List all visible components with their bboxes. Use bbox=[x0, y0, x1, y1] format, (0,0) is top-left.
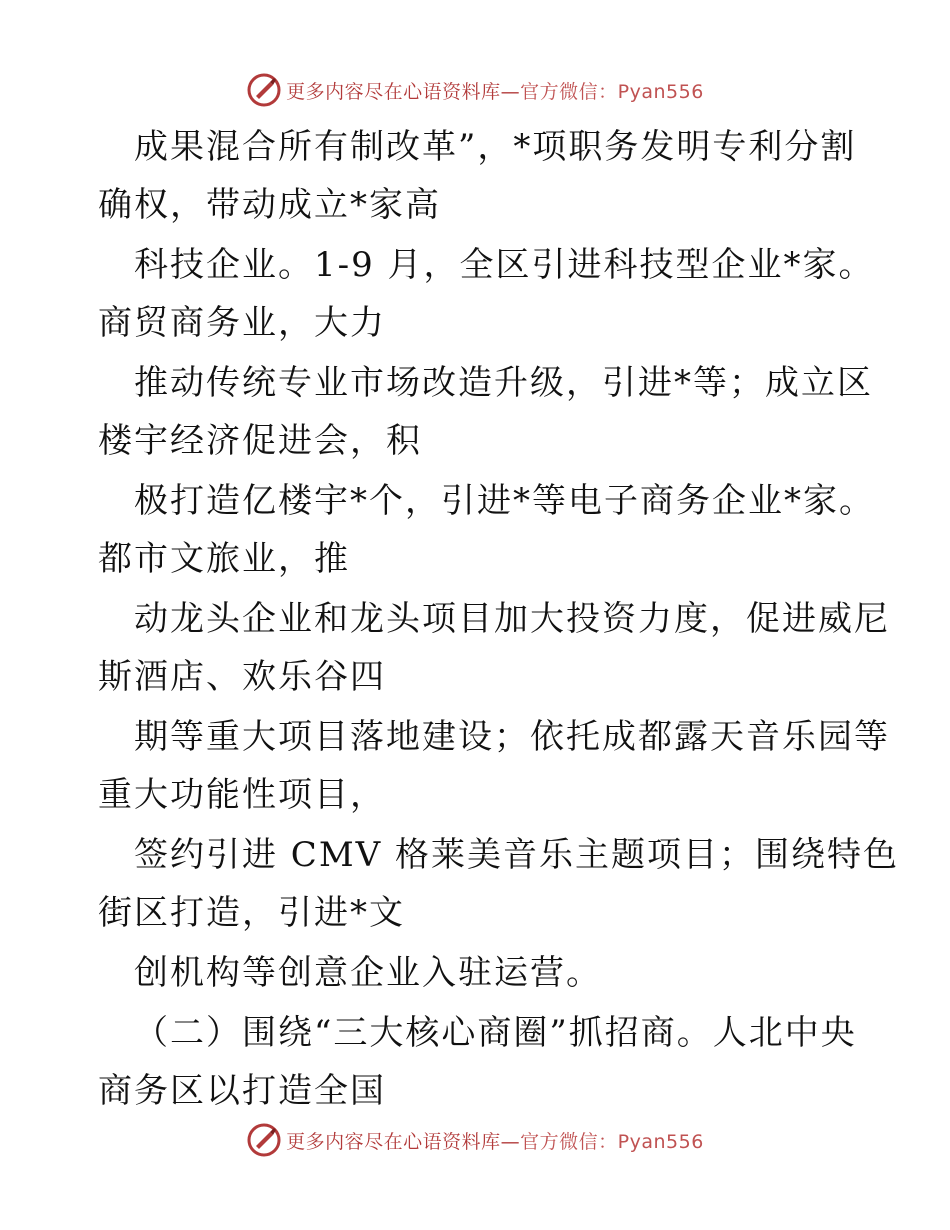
text-line: 签约引进 CMV 格莱美音乐主题项目；围绕特色 bbox=[134, 835, 899, 875]
text-line: 都市文旅业，推 bbox=[98, 539, 350, 579]
text-line: 科技企业。1-9 月，全区引进科技型企业*家。 bbox=[134, 245, 875, 285]
text-line: 重大功能性项目， bbox=[98, 775, 386, 815]
text-line: 期等重大项目落地建设；依托成都露天音乐园等 bbox=[134, 717, 890, 757]
text-line: 确权，带动成立*家高 bbox=[98, 185, 441, 225]
text-line: 街区打造，引进*文 bbox=[98, 893, 405, 933]
text-line: 商贸商务业，大力 bbox=[98, 303, 386, 343]
footer-banner bbox=[0, 1118, 950, 1162]
text-line: 推动传统专业市场改造升级，引进*等；成立区 bbox=[134, 363, 873, 403]
text-line: 斯酒店、欢乐谷四 bbox=[98, 657, 386, 697]
text-line: 商务区以打造全国 bbox=[98, 1071, 386, 1111]
brand-logo-icon bbox=[246, 1122, 282, 1158]
banner-wechat: 官方微信：Pyan556 bbox=[520, 80, 704, 103]
text-line: 创机构等创意企业入驻运营。 bbox=[134, 953, 602, 993]
banner-title: 更多内容尽在心语资料库— bbox=[286, 80, 521, 103]
text-line: 极打造亿楼宇*个，引进*等电子商务企业*家。 bbox=[134, 481, 875, 521]
text-line: 楼宇经济促进会，积 bbox=[98, 421, 422, 461]
banner-wechat: 官方微信：Pyan556 bbox=[520, 1130, 704, 1153]
header-banner bbox=[0, 68, 950, 112]
banner-title: 更多内容尽在心语资料库— bbox=[286, 1130, 521, 1153]
brand-logo-icon bbox=[246, 72, 282, 108]
text-line: （二）围绕“三大核心商圈”抓招商。人北中央 bbox=[134, 1013, 857, 1053]
text-line: 动龙头企业和龙头项目加大投资力度，促进威尼 bbox=[134, 599, 890, 639]
text-line: 成果混合所有制改革”，*项职务发明专利分割 bbox=[134, 127, 857, 167]
